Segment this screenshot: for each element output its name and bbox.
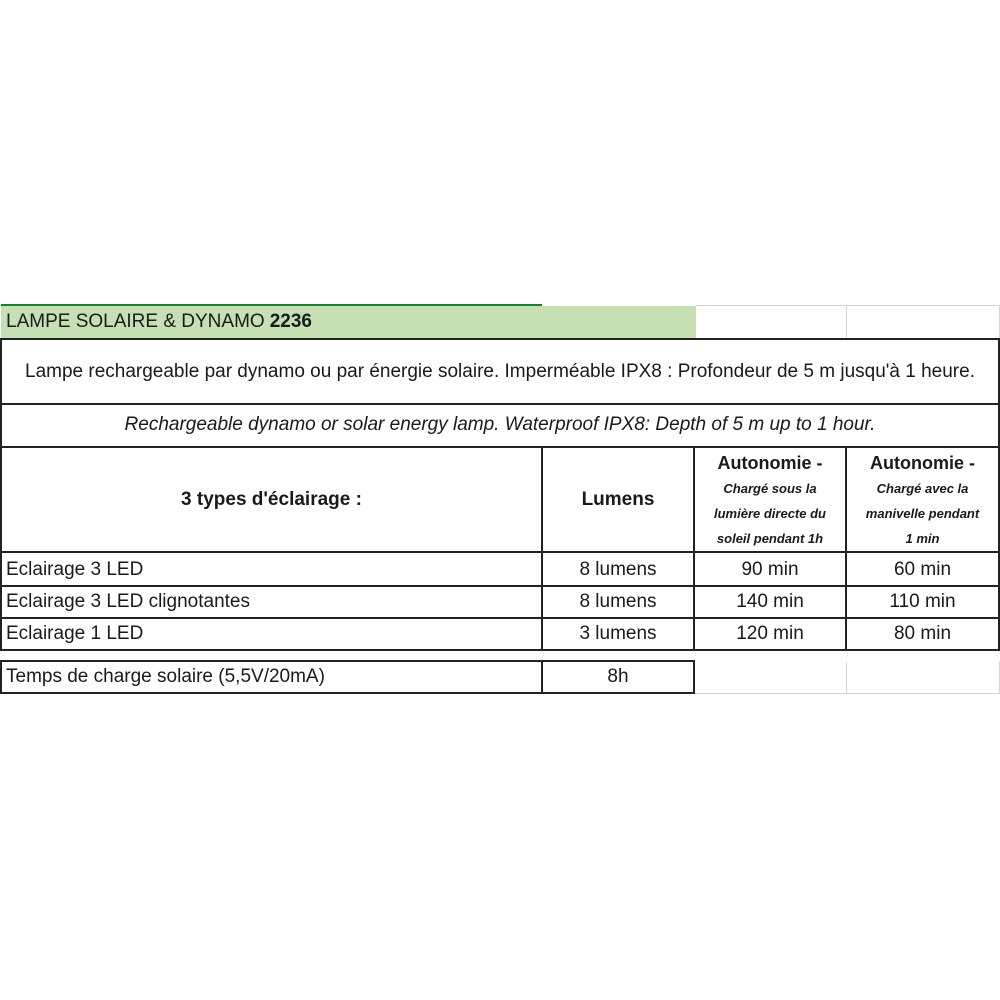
header-autonomy-solar (695, 448, 845, 551)
table-row-autonomy-crank: 80 min (893, 623, 952, 644)
gridline (846, 305, 847, 339)
table-border (0, 551, 1000, 553)
gridline (696, 305, 1000, 306)
table-row-autonomy-solar: 120 min (736, 623, 804, 644)
table-border (0, 585, 1000, 587)
table-row-lumens: 3 lumens (579, 623, 657, 644)
table-row-autonomy-solar: 140 min (736, 591, 804, 612)
header-autonomy-solar-subtitle: Chargé sous la lumière directe du soleil pendant 1h (714, 481, 826, 546)
header-autonomy-crank (847, 448, 998, 551)
header-autonomy-crank-title: Autonomie - (870, 453, 975, 473)
header-autonomy-crank-subtitle: Chargé avec la manivelle pendant 1 min (865, 481, 980, 546)
header-lighting-types: 3 types d'éclairage : (181, 488, 362, 510)
description-english: Rechargeable dynamo or solar energy lamp. Waterproof IPX8: Depth of 5 m up to 1 hour. (124, 414, 876, 435)
table-row-label: Eclairage 3 LED clignotantes (6, 591, 250, 612)
table-border (0, 692, 695, 694)
table-border (541, 660, 543, 694)
table-row-label: Eclairage 3 LED (6, 558, 144, 580)
table-border (0, 338, 2, 651)
table-border (693, 446, 695, 651)
charge-time-value: 8h (607, 666, 629, 687)
table-border (0, 403, 1000, 405)
table-border (693, 660, 695, 694)
product-code: 2236 (269, 311, 312, 332)
table-border (541, 446, 543, 651)
gridline (846, 662, 847, 694)
product-title (1, 306, 696, 338)
product-title-label: LAMPE SOLAIRE & DYNAMO (6, 311, 265, 332)
table-row-autonomy-crank: 110 min (889, 591, 956, 612)
header-autonomy-solar-title: Autonomie - (717, 453, 823, 473)
table-border (0, 617, 1000, 619)
table-row-autonomy-crank: 60 min (893, 558, 952, 580)
table-row-lumens: 8 lumens (579, 591, 657, 612)
table-border (0, 660, 695, 662)
charge-time-label: Temps de charge solaire (5,5V/20mA) (6, 666, 325, 687)
table-border (0, 649, 1000, 651)
description-french: Lampe rechargeable par dynamo ou par énergie solaire. Imperméable IPX8 : Profondeur de 5 m jusqu'à 1 heure. (25, 360, 975, 382)
table-row-autonomy-solar: 90 min (741, 558, 799, 580)
header-lumens: Lumens (581, 488, 655, 510)
table-border (845, 446, 847, 651)
table-border (0, 660, 2, 694)
gridline (694, 693, 1000, 694)
table-row-lumens: 8 lumens (579, 558, 657, 580)
table-row-label: Eclairage 1 LED (6, 623, 144, 644)
table-border (0, 446, 1000, 448)
table-border (0, 338, 1000, 340)
